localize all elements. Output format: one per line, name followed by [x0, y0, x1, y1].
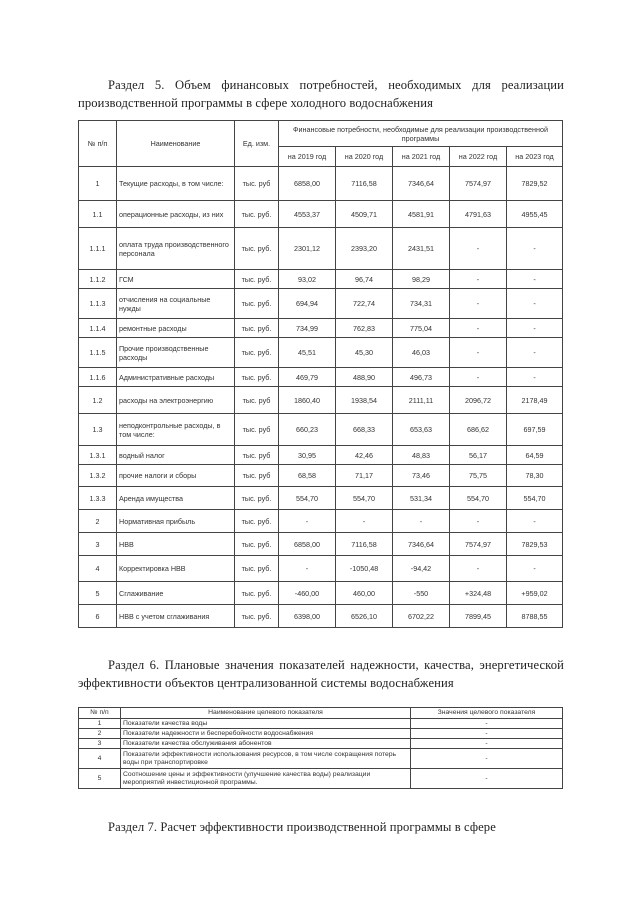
- row-value: 96,74: [336, 270, 393, 289]
- table-row: [79, 729, 563, 739]
- row-unit: тыс. руб: [235, 387, 279, 414]
- row-value: 48,83: [393, 446, 450, 465]
- row-value: 460,00: [336, 582, 393, 605]
- row-number: 1.1.6: [79, 368, 117, 387]
- row-value: -: [507, 338, 563, 368]
- table-header-row: [79, 708, 563, 719]
- year-header: на 2023 год: [507, 147, 563, 167]
- row-value: 2111,11: [393, 387, 450, 414]
- row-value: -: [279, 556, 336, 582]
- row-name: Соотношение цены и эффективности (улучшение качества воды) реализации мероприятий инвестиционной программы.: [121, 769, 411, 789]
- row-value: 496,73: [393, 368, 450, 387]
- row-unit: тыс. руб.: [235, 338, 279, 368]
- row-value: -550: [393, 582, 450, 605]
- row-unit: тыс. руб.: [235, 510, 279, 533]
- year-header: на 2022 год: [450, 147, 507, 167]
- col-name-header: Наименование целевого показателя: [121, 708, 411, 719]
- row-unit: тыс. руб.: [235, 201, 279, 228]
- row-unit: тыс. руб.: [235, 556, 279, 582]
- table-row: [79, 739, 563, 749]
- row-number: 6: [79, 605, 117, 628]
- row-name: Показатели надежности и бесперебойности водоснабжения: [121, 729, 411, 739]
- row-value: 73,46: [393, 465, 450, 487]
- row-unit: тыс. руб: [235, 446, 279, 465]
- row-name: Нормативная прибыль: [117, 510, 235, 533]
- row-name: Текущие расходы, в том числе:: [117, 167, 235, 201]
- row-value: 2431,51: [393, 228, 450, 270]
- row-number: 1.1.2: [79, 270, 117, 289]
- row-name: Показатели эффективности использования ресурсов, в том числе сокращения потерь воды при транспортировке: [121, 749, 411, 769]
- row-number: 1: [79, 167, 117, 201]
- target-indicators-table: [78, 707, 563, 789]
- row-value: 554,70: [450, 487, 507, 510]
- table-row: [79, 387, 563, 414]
- row-name: водный налог: [117, 446, 235, 465]
- row-value: 6526,10: [336, 605, 393, 628]
- row-number: 5: [79, 769, 121, 789]
- row-value: -: [450, 368, 507, 387]
- row-number: 1.1.3: [79, 289, 117, 319]
- row-unit: тыс. руб: [235, 465, 279, 487]
- row-value: 660,23: [279, 414, 336, 446]
- row-value: 98,29: [393, 270, 450, 289]
- row-value: -: [507, 368, 563, 387]
- row-value: 7574,97: [450, 533, 507, 556]
- table-row: [79, 487, 563, 510]
- row-value: -: [411, 739, 563, 749]
- table-row: [79, 719, 563, 729]
- row-name: Сглаживание: [117, 582, 235, 605]
- row-name: Показатели качества воды: [121, 719, 411, 729]
- row-number: 1.1.4: [79, 319, 117, 338]
- row-value: 7116,58: [336, 167, 393, 201]
- row-value: 7899,45: [450, 605, 507, 628]
- row-value: -1050,48: [336, 556, 393, 582]
- row-value: -: [450, 289, 507, 319]
- row-value: 64,59: [507, 446, 563, 465]
- section7-heading: Раздел 7. Расчет эффективности производственной программы в сфере: [108, 820, 496, 834]
- row-unit: тыс. руб: [235, 167, 279, 201]
- row-name: ремонтные расходы: [117, 319, 235, 338]
- row-value: -: [507, 319, 563, 338]
- row-value: 6858,00: [279, 533, 336, 556]
- row-value: 78,30: [507, 465, 563, 487]
- row-unit: тыс. руб.: [235, 487, 279, 510]
- row-name: операционные расходы, из них: [117, 201, 235, 228]
- row-name: НВВ с учетом сглаживания: [117, 605, 235, 628]
- row-value: 2178,49: [507, 387, 563, 414]
- row-number: 1.2: [79, 387, 117, 414]
- row-value: -: [507, 270, 563, 289]
- row-name: НВВ: [117, 533, 235, 556]
- row-value: 653,63: [393, 414, 450, 446]
- table-row: [79, 533, 563, 556]
- row-value: 4509,71: [336, 201, 393, 228]
- row-value: 68,58: [279, 465, 336, 487]
- table-header-row: [79, 121, 563, 147]
- col-value-header: Значения целевого показателя: [411, 708, 563, 719]
- row-unit: тыс. руб.: [235, 368, 279, 387]
- row-value: -: [450, 510, 507, 533]
- row-value: 6858,00: [279, 167, 336, 201]
- col-num-header: № п/п: [79, 121, 117, 167]
- row-value: -: [450, 228, 507, 270]
- row-unit: тыс. руб.: [235, 319, 279, 338]
- row-unit: тыс. руб: [235, 414, 279, 446]
- row-value: -: [279, 510, 336, 533]
- table-row: [79, 414, 563, 446]
- row-value: 2096,72: [450, 387, 507, 414]
- row-number: 1: [79, 719, 121, 729]
- row-value: -: [411, 719, 563, 729]
- row-value: 554,70: [279, 487, 336, 510]
- row-name: оплата труда производственного персонала: [117, 228, 235, 270]
- table-row: [79, 749, 563, 769]
- row-value: 7346,64: [393, 533, 450, 556]
- row-name: Корректировка НВВ: [117, 556, 235, 582]
- row-number: 1.3.2: [79, 465, 117, 487]
- year-header: на 2019 год: [279, 147, 336, 167]
- row-value: 488,90: [336, 368, 393, 387]
- row-number: 1.3: [79, 414, 117, 446]
- table-row: [79, 368, 563, 387]
- row-value: 4553,37: [279, 201, 336, 228]
- table-row: [79, 319, 563, 338]
- year-header: на 2021 год: [393, 147, 450, 167]
- row-value: 531,34: [393, 487, 450, 510]
- row-value: 6398,00: [279, 605, 336, 628]
- row-value: -: [507, 510, 563, 533]
- row-value: -460,00: [279, 582, 336, 605]
- col-group-header: Финансовые потребности, необходимые для реализации производственной программы: [279, 121, 563, 147]
- row-value: +959,02: [507, 582, 563, 605]
- row-value: -: [411, 769, 563, 789]
- row-value: 2393,20: [336, 228, 393, 270]
- row-unit: тыс. руб.: [235, 289, 279, 319]
- row-value: 686,62: [450, 414, 507, 446]
- table-row: [79, 201, 563, 228]
- row-number: 4: [79, 556, 117, 582]
- row-name: Показатели качества обслуживания абонентов: [121, 739, 411, 749]
- row-value: 45,51: [279, 338, 336, 368]
- row-value: 56,17: [450, 446, 507, 465]
- row-value: 71,17: [336, 465, 393, 487]
- row-value: 469,79: [279, 368, 336, 387]
- row-name: Аренда имущества: [117, 487, 235, 510]
- table-row: [79, 289, 563, 319]
- row-value: -: [450, 270, 507, 289]
- table-row: [79, 338, 563, 368]
- row-name: прочие налоги и сборы: [117, 465, 235, 487]
- row-value: 7829,52: [507, 167, 563, 201]
- row-name: ГСМ: [117, 270, 235, 289]
- row-value: 4791,63: [450, 201, 507, 228]
- row-value: 7346,64: [393, 167, 450, 201]
- table-row: [79, 270, 563, 289]
- table-row: [79, 465, 563, 487]
- year-header: на 2020 год: [336, 147, 393, 167]
- row-name: расходы на электроэнергию: [117, 387, 235, 414]
- row-value: 722,74: [336, 289, 393, 319]
- row-value: 4955,45: [507, 201, 563, 228]
- row-number: 3: [79, 739, 121, 749]
- row-value: -: [336, 510, 393, 533]
- row-name: отчисления на социальные нужды: [117, 289, 235, 319]
- row-value: 734,99: [279, 319, 336, 338]
- table-row: [79, 228, 563, 270]
- row-value: -: [393, 510, 450, 533]
- row-value: 554,70: [507, 487, 563, 510]
- table-row: [79, 167, 563, 201]
- table-row: [79, 556, 563, 582]
- row-name: неподконтрольные расходы, в том числе:: [117, 414, 235, 446]
- row-value: 4581,91: [393, 201, 450, 228]
- row-value: 45,30: [336, 338, 393, 368]
- table-row: [79, 769, 563, 789]
- row-number: 2: [79, 729, 121, 739]
- row-value: 6702,22: [393, 605, 450, 628]
- row-number: 1.1.1: [79, 228, 117, 270]
- row-number: 1.1: [79, 201, 117, 228]
- col-name-header: Наименование: [117, 121, 235, 167]
- row-number: 4: [79, 749, 121, 769]
- row-value: 668,33: [336, 414, 393, 446]
- row-value: 93,02: [279, 270, 336, 289]
- row-value: 554,70: [336, 487, 393, 510]
- row-value: 762,83: [336, 319, 393, 338]
- row-value: 75,75: [450, 465, 507, 487]
- row-value: -: [507, 228, 563, 270]
- row-unit: тыс. руб.: [235, 582, 279, 605]
- row-value: 30,95: [279, 446, 336, 465]
- row-number: 2: [79, 510, 117, 533]
- table-row: [79, 446, 563, 465]
- row-value: 42,46: [336, 446, 393, 465]
- table-row: [79, 605, 563, 628]
- col-num-header: № п/п: [79, 708, 121, 719]
- row-value: 7829,53: [507, 533, 563, 556]
- row-value: 8788,55: [507, 605, 563, 628]
- row-number: 1.1.5: [79, 338, 117, 368]
- row-value: 7116,58: [336, 533, 393, 556]
- row-name: Административные расходы: [117, 368, 235, 387]
- row-value: 46,03: [393, 338, 450, 368]
- row-value: 697,59: [507, 414, 563, 446]
- row-value: 775,04: [393, 319, 450, 338]
- row-unit: тыс. руб.: [235, 533, 279, 556]
- col-unit-header: Ед. изм.: [235, 121, 279, 167]
- row-unit: тыс. руб.: [235, 228, 279, 270]
- row-value: -: [450, 319, 507, 338]
- row-name: Прочие производственные расходы: [117, 338, 235, 368]
- row-number: 1.3.3: [79, 487, 117, 510]
- section6-heading: Раздел 6. Плановые значения показателей надежности, качества, энергетической эффективности объектов централизованной системы водоснабжения: [78, 658, 564, 690]
- row-value: -: [411, 729, 563, 739]
- row-value: 2301,12: [279, 228, 336, 270]
- table-row: [79, 510, 563, 533]
- row-value: -: [411, 749, 563, 769]
- row-value: +324,48: [450, 582, 507, 605]
- row-value: -: [507, 289, 563, 319]
- row-value: 1938,54: [336, 387, 393, 414]
- row-value: -94,42: [393, 556, 450, 582]
- section5-heading: Раздел 5. Объем финансовых потребностей, необходимых для реализации производственной программы в сфере холодного водоснабжения: [78, 78, 564, 110]
- row-value: -: [507, 556, 563, 582]
- row-value: -: [450, 556, 507, 582]
- row-value: -: [450, 338, 507, 368]
- row-value: 734,31: [393, 289, 450, 319]
- row-number: 5: [79, 582, 117, 605]
- row-number: 3: [79, 533, 117, 556]
- row-value: 694,94: [279, 289, 336, 319]
- row-value: 1860,40: [279, 387, 336, 414]
- table-row: [79, 582, 563, 605]
- financial-needs-table: [78, 120, 563, 628]
- row-unit: тыс. руб.: [235, 270, 279, 289]
- row-unit: тыс. руб.: [235, 605, 279, 628]
- row-number: 1.3.1: [79, 446, 117, 465]
- row-value: 7574,97: [450, 167, 507, 201]
